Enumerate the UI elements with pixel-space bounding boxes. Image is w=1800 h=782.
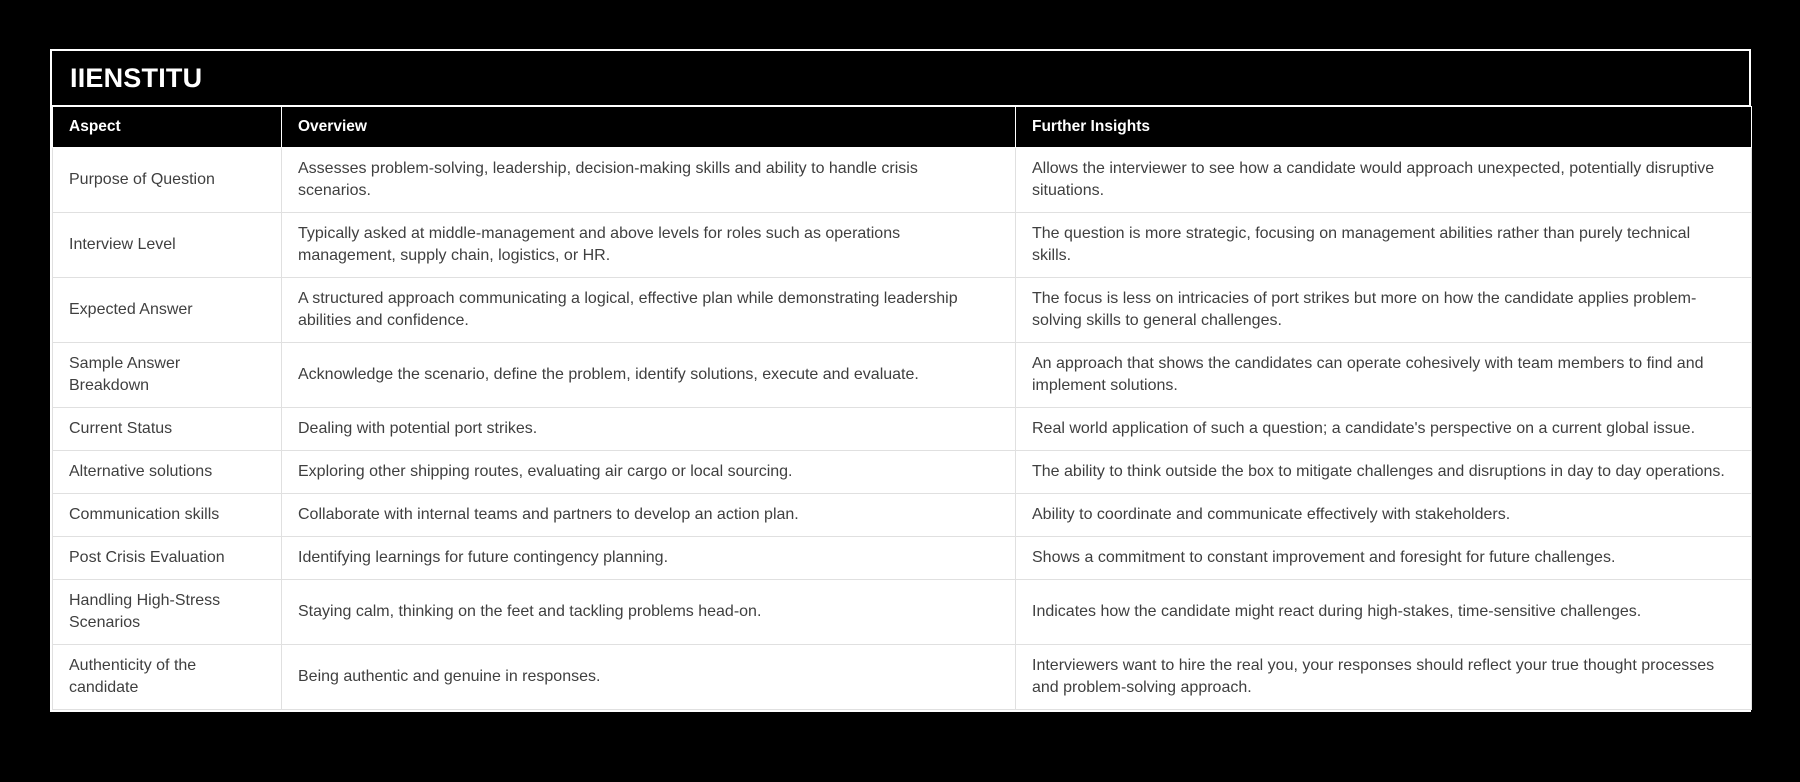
brand-header (52, 51, 1749, 106)
overview-cell: Assesses problem-solving, leadership, decision-making skills and ability to handle crisis scenarios. (282, 148, 1016, 213)
overview-cell: Acknowledge the scenario, define the problem, identify solutions, execute and evaluate. (282, 343, 1016, 408)
table-row (53, 148, 1752, 213)
aspect-cell: Alternative solutions (53, 451, 282, 494)
brand-title: IIENSTITU (70, 62, 203, 93)
overview-cell: Identifying learnings for future contingency planning. (282, 537, 1016, 580)
insights-cell: The question is more strategic, focusing on management abilities rather than purely technical skills. (1016, 213, 1752, 278)
insights-cell: Ability to coordinate and communicate effectively with stakeholders. (1016, 494, 1752, 537)
table-row (53, 451, 1752, 494)
overview-cell: A structured approach communicating a logical, effective plan while demonstrating leadership abilities and confidence. (282, 278, 1016, 343)
table-row (53, 278, 1752, 343)
column-header-overview: Overview (282, 107, 1016, 148)
table-row (53, 494, 1752, 537)
overview-cell: Dealing with potential port strikes. (282, 408, 1016, 451)
overview-cell: Staying calm, thinking on the feet and tackling problems head-on. (282, 580, 1016, 645)
insights-cell: An approach that shows the candidates can operate cohesively with team members to find and implement solutions. (1016, 343, 1752, 408)
overview-cell: Being authentic and genuine in responses. (282, 645, 1016, 710)
table-row (53, 408, 1752, 451)
aspect-cell: Sample Answer Breakdown (53, 343, 282, 408)
overview-cell: Collaborate with internal teams and partners to develop an action plan. (282, 494, 1016, 537)
aspect-cell: Authenticity of the candidate (53, 645, 282, 710)
table-row (53, 343, 1752, 408)
aspect-cell: Handling High-Stress Scenarios (53, 580, 282, 645)
aspect-cell: Communication skills (53, 494, 282, 537)
table-card (50, 49, 1751, 712)
overview-cell: Typically asked at middle-management and above levels for roles such as operations management, supply chain, logistics, or HR. (282, 213, 1016, 278)
table-row (53, 213, 1752, 278)
insights-cell: The focus is less on intricacies of port strikes but more on how the candidate applies problem-solving skills to general challenges. (1016, 278, 1752, 343)
insights-cell: The ability to think outside the box to mitigate challenges and disruptions in day to day operations. (1016, 451, 1752, 494)
table-body (53, 148, 1752, 710)
aspect-cell: Post Crisis Evaluation (53, 537, 282, 580)
column-header-further-insights: Further Insights (1016, 107, 1752, 148)
overview-cell: Exploring other shipping routes, evaluating air cargo or local sourcing. (282, 451, 1016, 494)
insights-cell: Allows the interviewer to see how a candidate would approach unexpected, potentially disruptive situations. (1016, 148, 1752, 213)
aspect-cell: Current Status (53, 408, 282, 451)
table-row (53, 580, 1752, 645)
insights-cell: Shows a commitment to constant improvement and foresight for future challenges. (1016, 537, 1752, 580)
insights-cell: Real world application of such a question; a candidate's perspective on a current global issue. (1016, 408, 1752, 451)
insights-cell: Indicates how the candidate might react during high-stakes, time-sensitive challenges. (1016, 580, 1752, 645)
table-header-row (53, 107, 1752, 148)
aspect-cell: Purpose of Question (53, 148, 282, 213)
info-table (52, 106, 1752, 710)
insights-cell: Interviewers want to hire the real you, your responses should reflect your true thought processes and problem-solving approach. (1016, 645, 1752, 710)
table-row (53, 645, 1752, 710)
aspect-cell: Interview Level (53, 213, 282, 278)
table-row (53, 537, 1752, 580)
aspect-cell: Expected Answer (53, 278, 282, 343)
column-header-aspect: Aspect (53, 107, 282, 148)
